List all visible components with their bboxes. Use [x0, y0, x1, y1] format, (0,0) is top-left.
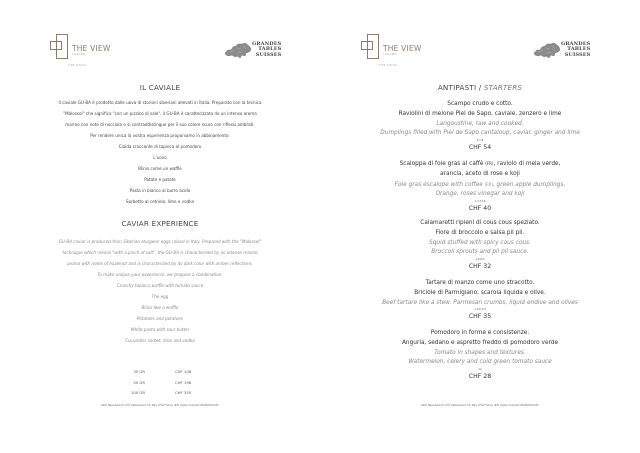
the-view-logo-icon: [361, 34, 381, 60]
dish-name-en: Tomato in shapes and textures.: [434, 349, 526, 356]
the-view-logo-icon: [50, 34, 70, 60]
text-line: Per rendere unica la vostra esperienza proponiamo in abbinamento:: [90, 133, 230, 138]
pairing-item: Cialda croccante di tapioca al pomodoro: [118, 144, 202, 149]
partner-line-2: TABLES: [567, 46, 591, 53]
origin-footnote: (NZ) New Zeland (CH) Switzerland (IT) Italy (FR) France (ES) Spain Included IVA/MWST/VAT: [101, 404, 219, 407]
text-line: Il caviale GU-BA è prodotto dalle uova di storioni siberiani allevati in Italia. Preparato con la tecnica: [58, 100, 262, 105]
dish-desc-en: Watermelon, celery and cold green tomato sauce: [408, 359, 552, 366]
origin-code: (FR): [484, 181, 493, 187]
page-title: IL CAVIALE: [139, 83, 181, 92]
allergen-codes: 1,6,8,4: [475, 258, 485, 262]
brand-name: THE VIEW: [383, 44, 422, 53]
allergen-codes: 1,3,7,10: [474, 200, 486, 204]
pairing-item: Patate e patate: [144, 177, 176, 182]
partner-line-1: GRANDES: [252, 41, 282, 48]
pairing-item: Crunchy tapioca waffle with tomato sauce: [116, 283, 204, 288]
text-line: marino con note di nocciola e si contraddistingue per il suo colore scuro con riflessi ambrati.: [65, 122, 255, 127]
price-grams: 30 GR: [133, 369, 145, 374]
pairing-item: Blinis come un waffle: [138, 166, 182, 171]
pairing-item: Potatoes and potatoes: [136, 316, 184, 321]
text-line: technique which means "with a pinch of salt", the GU-BA is characterized by an intense marine: [62, 250, 258, 255]
partner-line-1: GRANDES: [561, 41, 591, 48]
dish-price: CHF 32: [468, 263, 492, 271]
dish-name-it: Calamaretti ripieni di cous cous speziato.: [420, 220, 540, 226]
dish-desc-en: Orange, roses vinegar and koji: [435, 191, 525, 198]
pairing-item: Pasta in bianco al burro acido: [129, 188, 191, 193]
text: Foie gras escalope with coffee: [394, 181, 483, 188]
dish-desc-it: Anguria, sedano e aspretto freddo di pomodoro verde: [401, 339, 559, 346]
pairing-item: Blinis like a waffle: [141, 305, 179, 310]
partner-line-3: SUISSES: [564, 51, 591, 58]
dish-foie-gras: [320, 159, 640, 213]
price-grams: 100 GR: [130, 390, 145, 396]
dish-desc-it: arancia, aceto di rose e koji: [440, 170, 520, 177]
allergen-codes: 1,3,6,7,9: [474, 308, 486, 312]
dish-name-it: Pomodoro in forme e consistenze.: [430, 330, 530, 336]
dish-name-en: Squid stuffed with spicy cous cous.: [429, 239, 531, 246]
text-line: aroma with notes of hazelnut and is characterized by its dark color with amber reflections.: [66, 261, 254, 266]
price-grams: 50 GR: [133, 379, 145, 385]
brand-location: LUGANO: [383, 53, 397, 56]
caviar-description-it: [0, 97, 320, 207]
dish-price: CHF 54: [468, 144, 492, 152]
dish-tartare: [320, 279, 640, 321]
dish-desc-it: Fiore di broccolo e salsa pil pil.: [435, 229, 525, 236]
price-row: [0, 388, 320, 399]
section-subtitle: CAVIAR EXPERIENCE: [121, 219, 199, 228]
dish-pomodoro: [320, 329, 640, 381]
dish-desc-en: Broccoli sprouts and pil pil sauce.: [431, 249, 529, 256]
text-line: GU-BA caviar is produced from Siberian sturgeon eggs raised in Italy. Prepared with the "Malossol": [58, 239, 262, 244]
dish-name-it: Scampo crudo e cotto.: [447, 101, 513, 107]
caviar-price-list: [0, 367, 320, 399]
brand-tagline: FINE DINING: [68, 64, 87, 67]
pairing-item: White pasta with sour butter: [130, 327, 190, 332]
switzerland-map-icon: [533, 41, 561, 59]
pairing-item: Cucumber sorbet, lime and vodka: [125, 338, 195, 343]
dish-name-en: Langoustine, raw and cooked.: [436, 120, 524, 127]
origin-code: (FR): [485, 161, 494, 166]
price-amount: CHF 196: [175, 379, 192, 385]
pairing-item: L'uovo: [153, 155, 167, 160]
price-row: [0, 367, 320, 378]
brand-location: LUGANO: [72, 53, 86, 56]
text: , raviolo di mela verde,: [493, 161, 561, 167]
dish-calamaretti: [320, 219, 640, 271]
text: , green apple dumplings,: [492, 181, 566, 188]
brand-tagline: FINE DINING: [379, 64, 398, 67]
allergen-codes: 12: [478, 368, 482, 372]
title-en: STARTERS: [483, 83, 523, 92]
price-amount: CHF 106: [175, 369, 192, 374]
starters-page: [320, 0, 640, 453]
text: Scaloppa di foie gras al caffè: [399, 161, 484, 167]
the-view-logo: [361, 34, 422, 67]
caviar-description-en: [0, 236, 320, 346]
origin-footnote: (NZ) New Zeland (CH) Switzerland (IT) Italy (FR) France (ES) Spain Included IVA/MWST/VAT: [421, 404, 539, 407]
page-title: [320, 83, 640, 92]
grandes-tables-suisses-logo: [224, 41, 281, 59]
dish-desc-it: Raviolini di melone Piel de Sapo, caviale, zenzero e lime: [398, 110, 562, 117]
dish-desc-en: Dumplings filled with Piel de Sapo cantaloup, caviar, ginger and lime: [380, 130, 580, 137]
dish-desc-en: Beef tartare like a stew. Parmesan crumbs, liquid endive and olives: [382, 299, 578, 306]
title-it: ANTIPASTI /: [437, 83, 482, 92]
pairing-item: The egg: [151, 294, 169, 299]
text-line: To make unique your experience, we propose a combination:: [97, 272, 223, 277]
dish-name-it: Tartare di manzo come uno stracotto.: [425, 280, 535, 286]
pairing-item: Sorbetto al cetriolo, lime e vodka: [125, 199, 195, 204]
allergen-codes: 2,7,8: [476, 139, 484, 143]
switzerland-map-icon: [224, 41, 252, 59]
brand-name: THE VIEW: [72, 44, 111, 53]
text-line: "Malossol" che significa "con un pizzico di sale", il GU-BA è caratterizzato da un intenso aroma: [63, 111, 257, 116]
the-view-logo: [50, 34, 111, 67]
dish-name-en: [320, 180, 640, 191]
dish-price: CHF 28: [468, 373, 492, 381]
partner-line-2: TABLES: [258, 46, 282, 53]
price-amount: CHF 355: [175, 390, 192, 396]
dish-name-it: [320, 159, 640, 170]
dish-desc-it: Briciole di Parmigiano, scarola liquida e olive.: [414, 289, 546, 296]
dish-price: CHF 40: [468, 205, 492, 213]
price-row: [0, 378, 320, 389]
dish-scampo: [320, 100, 640, 152]
grandes-tables-suisses-logo: [533, 41, 590, 59]
partner-line-3: SUISSES: [255, 51, 282, 58]
dish-price: CHF 35: [468, 313, 492, 321]
